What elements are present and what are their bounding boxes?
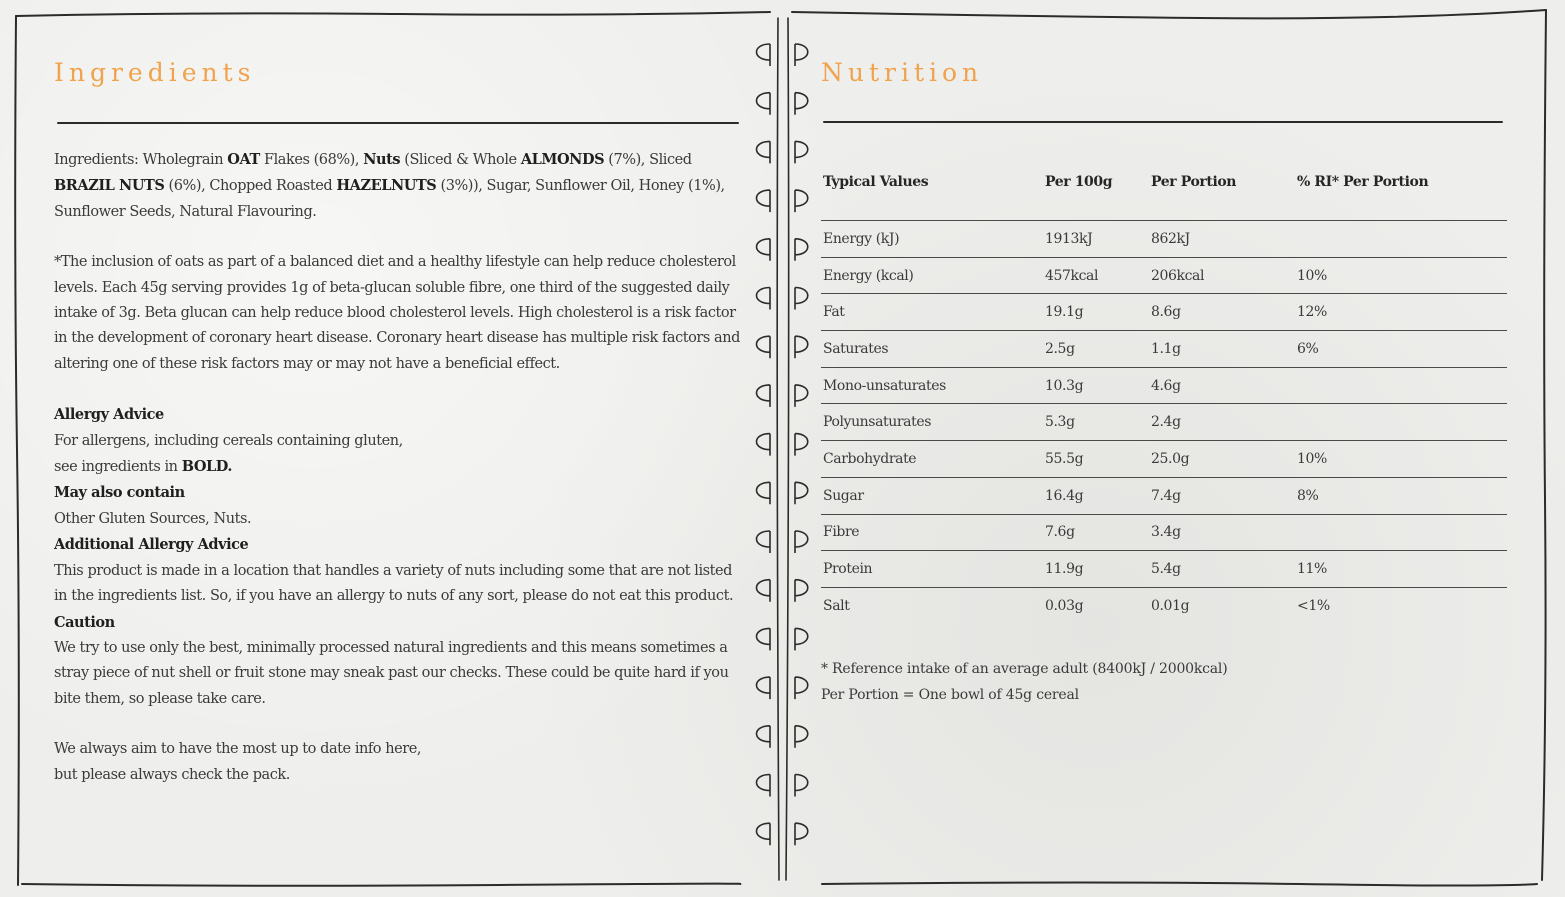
may-contain-text: Other Gluten Sources, Nuts.	[54, 510, 252, 527]
allergen-hazelnuts: HAZELNUTS	[336, 177, 437, 195]
allergy-bold-label: BOLD.	[181, 458, 232, 476]
value-per-portion: 8.6g	[1149, 294, 1295, 331]
additional-allergy-text: This product is made in a location that handles a variety of nuts including some that are not listed in the ingredients list. So, if you have an allergy to nuts of any sort, please do not eat this product.	[54, 562, 734, 605]
nutrition-footnotes	[821, 656, 1227, 708]
spiral-ring	[757, 823, 808, 845]
nutrition-row	[821, 367, 1507, 404]
nutrient-name: Polyunsaturates	[821, 404, 1043, 441]
spiral-ring	[757, 531, 808, 553]
allergen-almonds: ALMONDS	[520, 151, 605, 168]
spiral-ring	[757, 580, 808, 602]
value-per-portion: 25.0g	[1149, 441, 1295, 478]
ingredients-text: (6%), Chopped Roasted	[164, 178, 337, 195]
header-typical-values: Typical Values	[823, 174, 929, 190]
value-per-portion: 2.4g	[1149, 404, 1295, 441]
spiral-ring	[757, 434, 808, 456]
nutrition-header-row	[821, 152, 1507, 221]
spiral-ring	[757, 628, 808, 650]
spiral-ring	[757, 336, 808, 358]
caution-text: We try to use only the best, minimally processed natural ingredients and this means sometimes a stray piece of nut shell or fruit stone may sneak past our checks. These could be quite hard if you bite them, so please take care.	[54, 639, 729, 707]
value-ri-percent: 11%	[1295, 551, 1507, 588]
value-per-portion: 862kJ	[1149, 221, 1295, 258]
nutrient-name: Energy (kcal)	[821, 257, 1043, 294]
ingredients-text: (3%)), Sugar, Sunflower Oil, Honey (1%), Sunflower Seeds, Natural Flavouring.	[54, 178, 725, 220]
value-per-portion: 0.01g	[1149, 587, 1295, 623]
value-per-100g: 19.1g	[1043, 294, 1149, 331]
value-per-portion: 4.6g	[1149, 367, 1295, 404]
value-per-100g: 16.4g	[1043, 477, 1149, 514]
spiral-ring	[757, 385, 808, 407]
may-contain-title: May also contain	[54, 484, 185, 502]
value-ri-percent: 6%	[1295, 331, 1507, 368]
spiral-ring	[757, 482, 808, 504]
nutrition-divider	[823, 121, 1503, 123]
ingredients-list	[54, 147, 744, 225]
spiral-ring	[757, 288, 808, 310]
value-per-100g: 11.9g	[1043, 551, 1149, 588]
spiral-ring	[757, 93, 808, 115]
value-per-100g: 1913kJ	[1043, 221, 1149, 258]
nutrient-name: Energy (kJ)	[821, 221, 1043, 258]
nutrient-name: Protein	[821, 551, 1043, 588]
header-per-100g: Per 100g	[1045, 174, 1113, 190]
value-per-100g: 7.6g	[1043, 514, 1149, 551]
value-per-100g: 55.5g	[1043, 441, 1149, 478]
nutrient-name: Salt	[821, 587, 1043, 623]
nutrient-name: Sugar	[821, 477, 1043, 514]
ingredients-heading: Ingredients	[54, 58, 256, 87]
ingredients-divider	[57, 122, 739, 124]
closing-note: but please always check the pack.	[54, 766, 290, 783]
nutrition-row	[821, 551, 1507, 588]
oats-note: *The inclusion of oats as part of a balanced diet and a healthy lifestyle can help reduce cholesterol levels. Each 45g serving provides 1g of beta-glucan soluble fibre, one third of the suggested daily intake of 3g. Beta glucan can help reduce blood cholesterol levels. High cholesterol is a risk factor in the development of coronary heart disease. Coronary heart disease has multiple risk factors and altering one of these risk factors may or may not have a beneficial effect.	[54, 254, 740, 372]
value-per-portion: 206kcal	[1149, 257, 1295, 294]
allergy-advice-line: For allergens, including cereals containing gluten,	[54, 432, 403, 449]
allergy-advice-text: see ingredients in	[54, 459, 182, 476]
spiral-ring	[757, 726, 808, 748]
nutrient-name: Mono-unsaturates	[821, 367, 1043, 404]
nutrition-table	[821, 152, 1507, 624]
value-ri-percent: 12%	[1295, 294, 1507, 331]
allergy-advice-title: Allergy Advice	[54, 406, 164, 424]
allergy-advice-line	[54, 454, 744, 480]
nutrition-row	[821, 404, 1507, 441]
value-per-100g: 5.3g	[1043, 404, 1149, 441]
value-ri-percent: 10%	[1295, 441, 1507, 478]
nutrition-row	[821, 514, 1507, 551]
spiral-ring	[757, 190, 808, 212]
nutrition-row	[821, 477, 1507, 514]
allergen-oat: OAT	[227, 151, 260, 168]
nutrition-row	[821, 587, 1507, 623]
ingredients-text: Ingredients: Wholegrain	[54, 152, 228, 168]
ingredients-text: Flakes (68%),	[259, 152, 364, 168]
value-per-100g: 2.5g	[1043, 331, 1149, 368]
ingredients-section	[54, 147, 744, 788]
value-per-100g: 10.3g	[1043, 367, 1149, 404]
spiral-ring	[757, 677, 808, 699]
value-ri-percent: 8%	[1295, 477, 1507, 514]
allergen-brazil-nuts: BRAZIL NUTS	[54, 177, 165, 195]
nutrient-name: Carbohydrate	[821, 441, 1043, 478]
value-per-portion: 1.1g	[1149, 331, 1295, 368]
nutrition-row	[821, 294, 1507, 331]
nutrition-row	[821, 331, 1507, 368]
value-per-100g: 457kcal	[1043, 257, 1149, 294]
value-per-100g: 0.03g	[1043, 587, 1149, 623]
nutrition-row	[821, 257, 1507, 294]
value-per-portion: 3.4g	[1149, 514, 1295, 551]
spiral-ring	[757, 775, 808, 797]
value-ri-percent	[1295, 404, 1507, 441]
nutrition-row	[821, 221, 1507, 258]
nutrient-name: Saturates	[821, 331, 1043, 368]
value-per-portion: 7.4g	[1149, 477, 1295, 514]
caution-title: Caution	[54, 613, 115, 631]
spiral-ring	[757, 141, 808, 163]
spiral-ring	[757, 44, 808, 66]
footnote-reference-intake: * Reference intake of an average adult (8400kJ / 2000kcal)	[821, 661, 1228, 677]
closing-note: We always aim to have the most up to date info here,	[54, 741, 422, 758]
allergen-nuts: Nuts	[363, 151, 401, 168]
nutrient-name: Fibre	[821, 514, 1043, 551]
nutrition-heading: Nutrition	[821, 58, 984, 87]
ingredients-text: (7%), Sliced	[604, 152, 692, 168]
additional-allergy-title: Additional Allergy Advice	[54, 536, 249, 554]
spiral-ring	[757, 239, 808, 261]
value-ri-percent	[1295, 514, 1507, 551]
value-ri-percent: 10%	[1295, 257, 1507, 294]
header-ri-per-portion: % RI* Per Portion	[1297, 174, 1429, 190]
value-ri-percent	[1295, 221, 1507, 258]
value-ri-percent: <1%	[1295, 587, 1507, 623]
nutrition-row	[821, 441, 1507, 478]
header-per-portion: Per Portion	[1151, 174, 1237, 190]
value-per-portion: 5.4g	[1149, 551, 1295, 588]
value-ri-percent	[1295, 367, 1507, 404]
ingredients-text: (Sliced & Whole	[400, 152, 521, 168]
footnote-portion: Per Portion = One bowl of 45g cereal	[821, 687, 1079, 703]
nutrient-name: Fat	[821, 294, 1043, 331]
